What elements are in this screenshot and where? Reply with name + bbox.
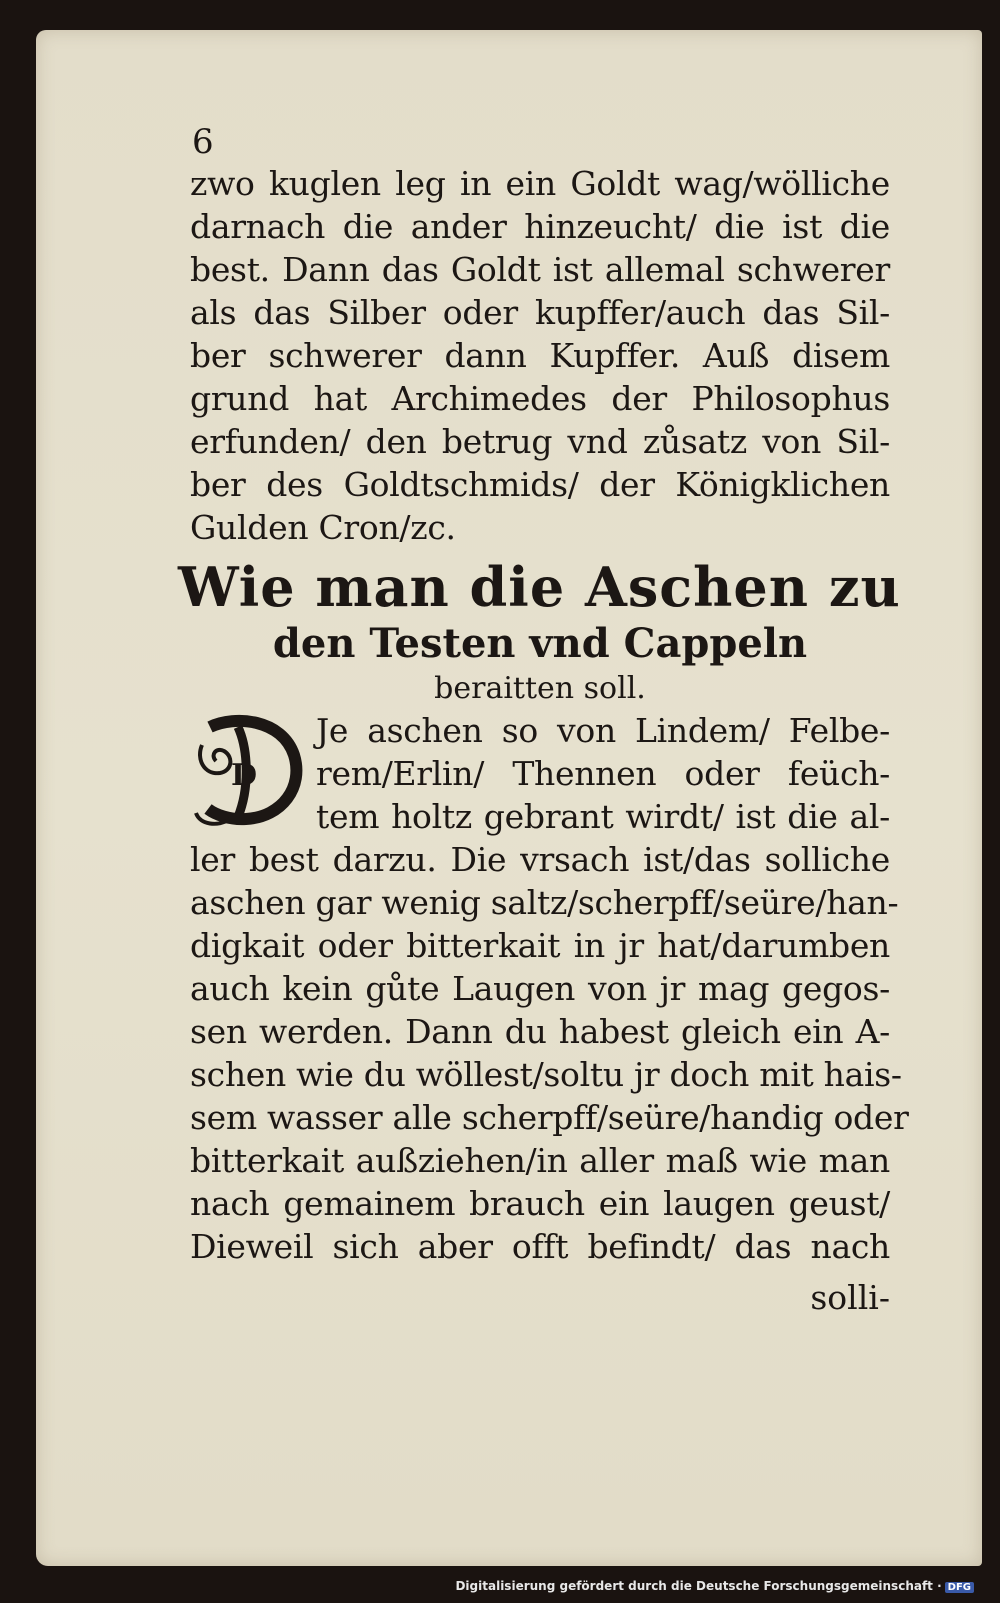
text-line: aschen gar wenig saltz/scherpff/seüre/han- [190, 883, 899, 922]
drop-cap-paragraph [190, 709, 890, 838]
heading-line-2: den Testen vnd Cappeln [272, 620, 808, 667]
paragraph-top [190, 162, 890, 549]
text-line: ber des Goldtschmids/ der Königklichen [190, 465, 890, 504]
text-line: Dieweil sich aber offt befindt/ das nach [190, 1227, 890, 1266]
text-line: sem wasser alle scherpff/seüre/handig oder [190, 1098, 909, 1137]
text-line: Je aschen so von Lindem/ Felbe- [316, 711, 890, 750]
footer-text: Digitalisierung gefördert durch die Deutsche Forschungsgemeinschaft · [455, 1579, 942, 1593]
digitization-footer [455, 1579, 974, 1593]
dfg-logo: DFG [945, 1582, 974, 1593]
text-line: nach gemainem brauch ein laugen geust/ [190, 1184, 890, 1223]
text-line: tem holtz gebrant wirdt/ ist die al- [316, 797, 890, 836]
drop-cap-lines [316, 709, 890, 838]
page-number: 6 [192, 122, 214, 162]
drop-cap-ornament [190, 709, 310, 829]
text-line: Gulden Cron/zc. [190, 508, 456, 547]
section-heading [178, 555, 901, 709]
text-line: grund hat Archimedes der Philosophus [190, 379, 890, 418]
text-line: best. Dann das Goldt ist allemal schwerer [190, 250, 890, 289]
text-line: auch kein gůte Laugen von jr mag gegos- [190, 969, 890, 1008]
paragraph-body [190, 838, 909, 1268]
catchword: solli- [810, 1278, 890, 1317]
text-line: erfunden/ den betrug vnd zůsatz von Sil- [190, 422, 890, 461]
text-line: als das Silber oder kupffer/auch das Sil- [190, 293, 890, 332]
text-line: ber schwerer dann Kupffer. Auß disem [190, 336, 890, 375]
text-line: rem/Erlin/ Thennen oder feüch- [316, 754, 890, 793]
text-line: schen wie du wöllest/soltu jr doch mit hais- [190, 1055, 902, 1094]
text-block [178, 122, 909, 1319]
text-line: zwo kuglen leg in ein Goldt wag/wölliche [190, 164, 890, 203]
text-line: bitterkait außziehen/in aller maß wie man [190, 1141, 890, 1180]
text-line: digkait oder bitterkait in jr hat/darumben [190, 926, 890, 965]
heading-line-1: Wie man die Aschen zu [178, 555, 901, 619]
text-line: darnach die ander hinzeucht/ die ist die [190, 207, 890, 246]
text-line: ler best darzu. Die vrsach ist/das solliche [190, 840, 890, 879]
drop-cap-letter: D [230, 758, 258, 793]
text-line: sen werden. Dann du habest gleich ein A- [190, 1012, 890, 1051]
heading-line-3: beraitten soll. [434, 671, 646, 706]
